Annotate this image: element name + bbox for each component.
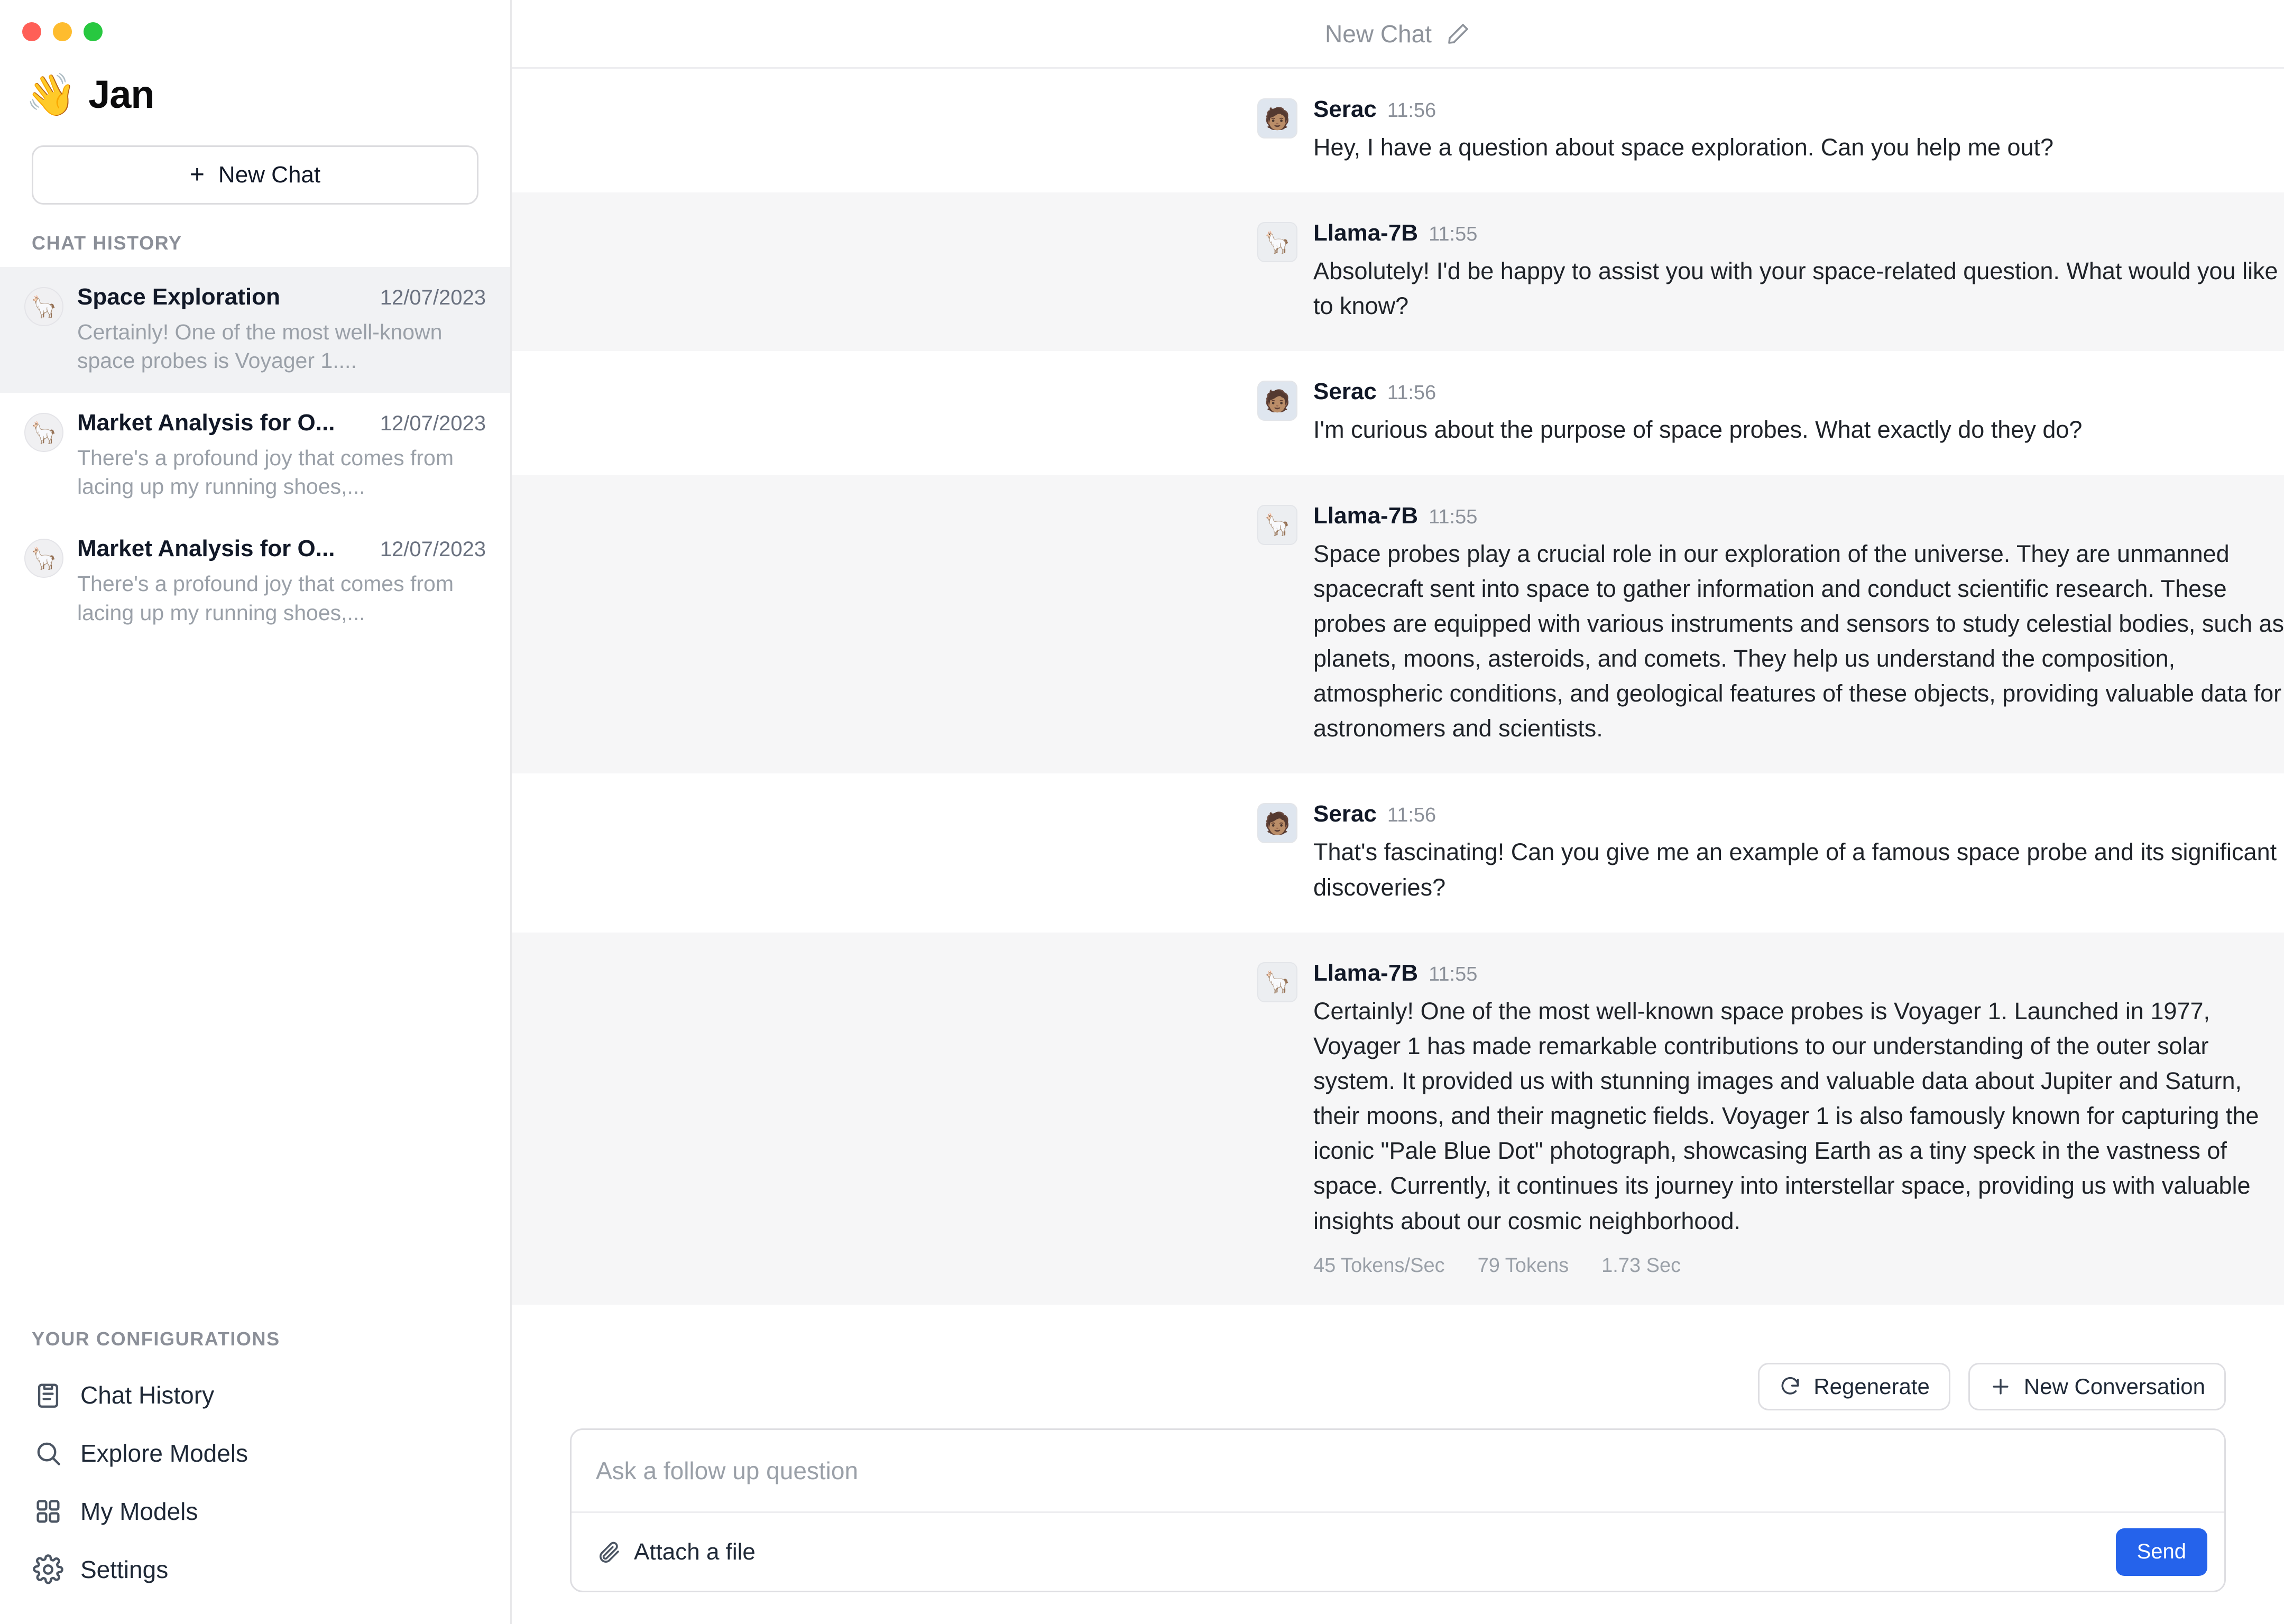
configurations-header: YOUR CONFIGURATIONS (32, 1328, 280, 1350)
avatar: 🦙 (1257, 505, 1297, 545)
search-icon (33, 1438, 63, 1469)
message-text: I'm curious about the purpose of space probes. What exactly do they do? (1313, 416, 2083, 444)
message-row (512, 351, 2284, 475)
duration: 1.73 Sec (1601, 1254, 1681, 1277)
new-conversation-button-label: New Conversation (2023, 1374, 2205, 1399)
model-avatar-icon: 🦙 (24, 413, 63, 452)
message-row (512, 475, 2284, 774)
window-controls (0, 0, 510, 41)
main-panel (512, 0, 2284, 1624)
sidebar-item-label: Explore Models (80, 1440, 248, 1467)
list-item-snippet: There's a profound joy that comes from lacing up my running shoes,... (77, 571, 454, 625)
message-input[interactable] (572, 1430, 2224, 1511)
chat-history-header: CHAT HISTORY (32, 232, 182, 254)
message-author: Llama-7B (1313, 220, 1419, 246)
list-item-title: Space Exploration (77, 284, 280, 310)
chat-header (512, 0, 2284, 69)
message-text: Absolutely! I'd be happy to assist you with your space-related question. What would you like to know? (1313, 257, 2278, 320)
list-item[interactable] (0, 519, 510, 644)
plus-icon (1989, 1375, 2012, 1398)
message-row (512, 192, 2284, 351)
pencil-icon[interactable] (1445, 21, 1471, 47)
sidebar-item-explore-models[interactable] (0, 1424, 510, 1482)
message-stats (1313, 1254, 2284, 1277)
list-item-date: 12/07/2023 (380, 538, 486, 561)
list-item-date: 12/07/2023 (380, 286, 486, 309)
avatar: 🧑🏽 (1257, 803, 1297, 843)
list-item-snippet: Certainly! One of the most well-known space probes is Voyager 1.... (77, 320, 443, 373)
page-title: New Chat (1325, 20, 1432, 48)
sidebar-footer (0, 1328, 510, 1624)
new-conversation-button[interactable] (1968, 1363, 2226, 1410)
avatar: 🧑🏽 (1257, 98, 1297, 139)
message-author: Serac (1313, 379, 1377, 405)
sidebar-item-label: Settings (80, 1556, 169, 1583)
token-count: 79 Tokens (1477, 1254, 1569, 1277)
sidebar-item-my-models[interactable] (0, 1482, 510, 1540)
list-item-date: 12/07/2023 (380, 412, 486, 436)
message-time: 11:55 (1429, 963, 1478, 985)
zoom-window-button[interactable] (84, 22, 103, 41)
message-author: Serac (1313, 96, 1377, 122)
message-time: 11:56 (1387, 382, 1436, 404)
message-row (512, 773, 2284, 932)
message-author: Llama-7B (1313, 502, 1419, 529)
attach-file-label: Attach a file (634, 1538, 756, 1565)
message-author: Llama-7B (1313, 959, 1419, 986)
message-row (512, 933, 2284, 1305)
message-row (512, 69, 2284, 192)
minimize-window-button[interactable] (53, 22, 72, 41)
send-button[interactable]: Send (2116, 1528, 2207, 1576)
refresh-icon (1779, 1375, 1802, 1398)
regenerate-button[interactable] (1758, 1363, 1950, 1410)
close-window-button[interactable] (22, 22, 41, 41)
list-item[interactable] (0, 393, 510, 519)
sidebar-item-label: Chat History (80, 1381, 215, 1409)
tokens-per-second: 45 Tokens/Sec (1313, 1254, 1445, 1277)
composer-toolbar (572, 1511, 2224, 1591)
avatar: 🦙 (1257, 222, 1297, 262)
message-time: 11:55 (1429, 505, 1478, 528)
sidebar-item-chat-history[interactable] (0, 1366, 510, 1424)
model-avatar-icon: 🦙 (24, 287, 63, 326)
avatar: 🧑🏽 (1257, 381, 1297, 421)
wave-icon: 👋 (25, 71, 77, 118)
chat-history-list (0, 267, 510, 645)
message-text: Hey, I have a question about space exploration. Can you help me out? (1313, 134, 2054, 161)
message-text: That's fascinating! Can you give me an example of a famous space probe and its significant discoveries? (1313, 838, 2277, 901)
new-chat-button[interactable] (32, 145, 478, 205)
paperclip-icon (596, 1539, 621, 1565)
list-item[interactable] (0, 267, 510, 393)
clipboard-icon (33, 1380, 63, 1410)
composer-area (512, 1363, 2284, 1624)
sidebar (0, 0, 512, 1624)
avatar: 🦙 (1257, 962, 1297, 1002)
list-item-title: Market Analysis for O... (77, 410, 335, 436)
message-thread (512, 69, 2284, 1363)
plus-icon: + (189, 161, 205, 189)
gear-icon (33, 1554, 63, 1585)
list-item-title: Market Analysis for O... (77, 536, 335, 562)
message-text: Certainly! One of the most well-known space probes is Voyager 1. Launched in 1977, Voyager 1 has made remarkable contributions to our understanding of the outer solar system. It provided us with stunning images and valuable data about Jupiter and Saturn, their moons, and their magnetic fields. Voyager 1 is also famously known for capturing the iconic "Pale Blue Dot" photograph, showcasing Earth as a tiny speck in the vastness of space. Currently, it continues its journey into interstellar space, providing us with valuable insights about our cosmic neighborhood. (1313, 997, 2259, 1234)
new-chat-button-label: New Chat (218, 162, 321, 188)
message-text: Space probes play a crucial role in our exploration of the universe. They are unmanned spacecraft sent into space to gather information and conduct scientific research. These probes are equipped with various instruments and sensors to study celestial bodies, such as planets, moons, asteroids, and comets. They help us understand the composition, atmospheric conditions, and geological features of these objects, providing valuable data for astronomers and scientists. (1313, 540, 2284, 742)
attach-file-button[interactable] (596, 1539, 756, 1565)
brand-name: Jan (88, 72, 154, 116)
model-avatar-icon: 🦙 (24, 539, 63, 578)
sidebar-item-label: My Models (80, 1498, 198, 1525)
grid-icon (33, 1496, 63, 1527)
message-author: Serac (1313, 801, 1377, 827)
regenerate-button-label: Regenerate (1813, 1374, 1930, 1399)
brand (0, 41, 510, 117)
message-time: 11:56 (1387, 804, 1436, 827)
list-item-snippet: There's a profound joy that comes from lacing up my running shoes,... (77, 446, 454, 499)
composer-actions (570, 1363, 2226, 1410)
composer (570, 1428, 2226, 1592)
message-time: 11:55 (1429, 223, 1478, 246)
message-time: 11:56 (1387, 99, 1436, 122)
sidebar-item-settings[interactable] (0, 1540, 510, 1599)
